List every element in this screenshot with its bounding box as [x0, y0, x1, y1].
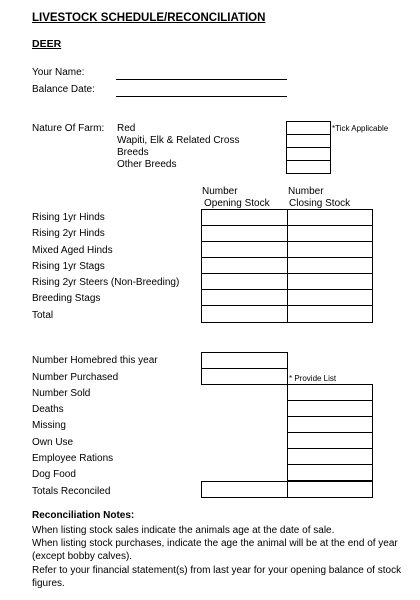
provide-list-note: * Provide List [289, 374, 337, 383]
opening-cell-rising-1yr-hinds[interactable] [201, 209, 288, 226]
balance-date-field[interactable] [116, 96, 287, 97]
row-label-purchased: Number Purchased [32, 372, 119, 383]
opening-cell-rising-2yr-hinds[interactable] [201, 225, 288, 242]
tick-box-wapiti[interactable] [286, 134, 331, 148]
opening-cell-homebred[interactable] [201, 352, 288, 369]
opening-cell-rising-2yr-steers[interactable] [201, 273, 288, 290]
notes-heading: Reconciliation Notes: [32, 510, 135, 521]
opening-cell-purchased[interactable] [201, 368, 288, 385]
row-label-employee-rations: Employee Rations [32, 453, 114, 464]
closing-cell-rising-1yr-stags[interactable] [287, 257, 373, 274]
opening-stock-header-line1: Number [202, 186, 238, 197]
closing-cell-rising-1yr-hinds[interactable] [287, 209, 373, 226]
closing-cell-deaths[interactable] [287, 400, 373, 417]
closing-cell-sold[interactable] [287, 384, 373, 401]
page-title: LIVESTOCK SCHEDULE/RECONCILIATION [32, 12, 266, 24]
row-label-missing: Missing [32, 420, 66, 431]
row-label-rising-1yr-hinds: Rising 1yr Hinds [32, 212, 105, 223]
row-label-sold: Number Sold [32, 388, 91, 399]
opening-stock-header-line2: Opening Stock [204, 198, 270, 209]
row-label-breeding-stags: Breeding Stags [32, 293, 101, 304]
tick-box-breeds[interactable] [286, 147, 331, 161]
closing-cell-rising-2yr-steers[interactable] [287, 273, 373, 290]
farm-option-breeds: Breeds [117, 147, 149, 158]
row-label-homebred: Number Homebred this year [32, 355, 158, 366]
closing-cell-breeding-stags[interactable] [287, 289, 373, 306]
opening-cell-mixed-aged-hinds[interactable] [201, 241, 288, 258]
closing-cell-mixed-aged-hinds[interactable] [287, 241, 373, 258]
row-label-rising-1yr-stags: Rising 1yr Stags [32, 261, 105, 272]
closing-cell-total[interactable] [287, 305, 373, 323]
closing-cell-totals-reconciled[interactable] [287, 481, 373, 498]
closing-cell-dog-food[interactable] [287, 464, 373, 481]
note-line-purchases: When listing stock purchases, indicate the age the animal will be at the end of year (except bobby calves). [32, 538, 398, 563]
row-label-deaths: Deaths [32, 404, 64, 415]
notes-body [32, 524, 402, 590]
farm-option-red: Red [117, 123, 136, 134]
opening-cell-rising-1yr-stags[interactable] [201, 257, 288, 274]
note-line-opening-balance: Refer to your financial statement(s) from last year for your opening balance of stock figures. [32, 564, 402, 589]
opening-cell-total[interactable] [201, 305, 288, 323]
row-label-rising-2yr-steers: Rising 2yr Steers (Non-Breeding) [32, 277, 180, 288]
closing-cell-own-use[interactable] [287, 432, 373, 449]
row-label-total: Total [32, 310, 54, 321]
section-heading: DEER [32, 38, 62, 50]
balance-date-label: Balance Date: [32, 84, 95, 95]
farm-option-other-breeds: Other Breeds [117, 159, 177, 170]
opening-cell-totals-reconciled[interactable] [201, 481, 288, 498]
name-field[interactable] [116, 79, 287, 80]
tick-applicable-note: *Tick Applicable [332, 124, 389, 133]
row-label-dog-food: Dog Food [32, 469, 76, 480]
tick-box-other-breeds[interactable] [286, 160, 331, 174]
opening-cell-breeding-stags[interactable] [201, 289, 288, 306]
tick-box-red[interactable] [286, 121, 331, 135]
row-label-own-use: Own Use [32, 437, 74, 448]
row-label-mixed-aged-hinds: Mixed Aged Hinds [32, 245, 113, 256]
closing-stock-header-line2: Closing Stock [289, 198, 351, 209]
row-label-totals-reconciled: Totals Reconciled [32, 486, 111, 497]
nature-of-farm-label: Nature Of Farm: [32, 123, 105, 134]
closing-cell-rising-2yr-hinds[interactable] [287, 225, 373, 242]
closing-stock-header-line1: Number [288, 186, 324, 197]
note-line-sales: When listing stock sales indicate the animals age at the date of sale. [32, 525, 335, 536]
closing-cell-employee-rations[interactable] [287, 448, 373, 465]
farm-option-wapiti: Wapiti, Elk & Related Cross [117, 135, 240, 146]
row-label-rising-2yr-hinds: Rising 2yr Hinds [32, 228, 105, 239]
closing-cell-missing[interactable] [287, 416, 373, 433]
name-label: Your Name: [32, 67, 85, 78]
